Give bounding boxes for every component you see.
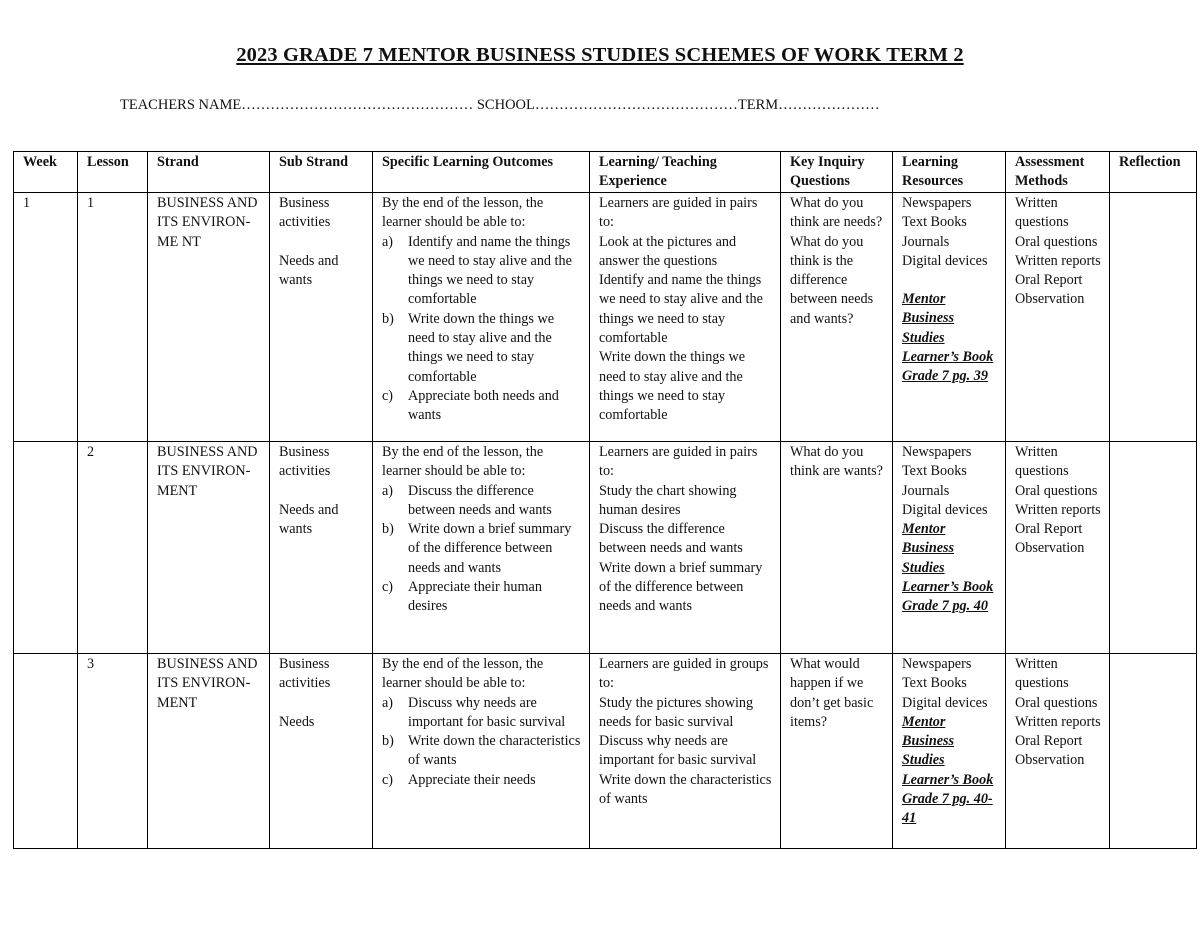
cell-experience <box>590 193 781 442</box>
resource-line: Text Books <box>902 463 967 480</box>
cell-resources <box>893 442 1006 654</box>
outcome-marker: c) <box>382 387 394 404</box>
cell-resources <box>893 193 1006 442</box>
cell-week <box>14 442 78 654</box>
experience-line: Look at the pictures and answer the questions <box>599 233 737 269</box>
question-line: What do you think are needs? <box>790 195 883 231</box>
assessment-line: Written questions <box>1015 444 1069 480</box>
outcome-marker: a) <box>382 233 394 250</box>
experience-line: Learners are guided in groups to: <box>599 656 769 692</box>
teacher-school-term-line: TEACHERS NAME………………………………………… SCHOOL……………………………………TERM………………… <box>120 97 880 113</box>
list-item <box>382 771 583 790</box>
resource-line: Text Books <box>902 214 967 231</box>
header-resources: Learning Resources <box>893 152 1006 193</box>
header-assessment: Assessment Methods <box>1006 152 1110 193</box>
experience-line: Study the chart showing human desires <box>599 482 737 518</box>
experience-line: Study the pictures showing needs for basic survival <box>599 694 754 730</box>
cell-assessment <box>1006 442 1110 654</box>
list-item <box>382 482 583 521</box>
outcomes-intro: By the end of the lesson, the learner should be able to: <box>382 656 544 692</box>
resource-line: Digital devices <box>902 501 988 518</box>
header-sub-strand: Sub Strand <box>270 152 373 193</box>
outcome-marker: b) <box>382 521 394 538</box>
cell-experience <box>590 442 781 654</box>
assessment-line: Observation <box>1015 291 1085 308</box>
cell-experience <box>590 654 781 849</box>
header-reflection: Reflection <box>1110 152 1197 193</box>
cell-resources <box>893 654 1006 849</box>
outcome-marker: c) <box>382 771 394 788</box>
header-outcomes: Specific Learning Outcomes <box>373 152 590 193</box>
resource-line: Digital devices <box>902 694 988 711</box>
cell-strand: BUSINESS AND ITS ENVIRON-MENT <box>148 654 270 849</box>
resource-line: Text Books <box>902 675 967 692</box>
outcome-text: Appreciate their human desires <box>408 579 542 615</box>
outcome-text: Write down the characteristics of wants <box>408 733 581 769</box>
schemes-of-work-table <box>13 151 1197 849</box>
resource-line: Journals <box>902 233 950 250</box>
outcome-text: Write down the things we need to stay alive and the things we need to stay comfortable <box>408 310 555 385</box>
table-row <box>14 193 1197 442</box>
cell-strand: BUSINESS AND ITS ENVIRON-MENT <box>148 442 270 654</box>
outcome-text: Appreciate their needs <box>408 771 536 788</box>
outcome-marker: a) <box>382 482 394 499</box>
assessment-line: Written reports <box>1015 713 1101 730</box>
cell-outcomes <box>373 193 590 442</box>
cell-assessment <box>1006 654 1110 849</box>
cell-lesson: 1 <box>78 193 148 442</box>
list-item <box>382 694 583 733</box>
cell-strand: BUSINESS AND ITS ENVIRON-ME NT <box>148 193 270 442</box>
document-title: 2023 GRADE 7 MENTOR BUSINESS STUDIES SCHEMES OF WORK TERM 2 <box>236 44 964 66</box>
assessment-line: Written reports <box>1015 252 1101 269</box>
outcome-text: Appreciate both needs and wants <box>408 387 559 424</box>
list-item <box>382 310 583 387</box>
resource-line: Newspapers <box>902 195 972 211</box>
assessment-line: Written reports <box>1015 501 1101 518</box>
outcome-marker: a) <box>382 694 394 711</box>
sub-strand-secondary: Needs <box>279 713 315 730</box>
outcome-text: Discuss why needs are important for basic survival <box>408 694 566 730</box>
assessment-line: Oral questions <box>1015 482 1098 499</box>
header-experience: Learning/ Teaching Experience <box>590 152 781 193</box>
outcome-text: Identify and name the things we need to stay alive and the things we need to stay comfortable <box>408 233 572 308</box>
question-line: What would happen if we don’t get basic items? <box>790 656 874 730</box>
assessment-line: Written questions <box>1015 656 1069 692</box>
cell-sub-strand <box>270 442 373 654</box>
resource-line: Digital devices <box>902 252 988 269</box>
experience-line: Discuss the difference between needs and wants <box>599 521 743 557</box>
header-week: Week <box>14 152 78 193</box>
cell-questions <box>781 654 893 849</box>
assessment-line: Oral questions <box>1015 694 1098 711</box>
cell-sub-strand <box>270 193 373 442</box>
table-row <box>14 442 1197 654</box>
experience-line: Write down a brief summary of the difference between needs and wants <box>599 559 763 615</box>
table-row <box>14 654 1197 849</box>
outcomes-intro: By the end of the lesson, the learner should be able to: <box>382 195 544 231</box>
cell-assessment <box>1006 193 1110 442</box>
resource-line: Journals <box>902 482 950 499</box>
assessment-line: Oral Report <box>1015 272 1083 289</box>
list-item <box>382 387 583 426</box>
outcome-text: Discuss the difference between needs and wants <box>408 482 552 518</box>
cell-lesson: 2 <box>78 442 148 654</box>
header-questions: Key Inquiry Questions <box>781 152 893 193</box>
experience-line: Identify and name the things we need to stay alive and the things we need to stay comfortable <box>599 272 763 347</box>
table-header-row <box>14 152 1197 193</box>
learners-book-reference: Mentor Business Studies Learner’s Book Grade 7 pg. 40 <box>902 521 994 615</box>
outcome-marker: b) <box>382 733 394 750</box>
learners-book-reference: Mentor Business Studies Learner’s Book Grade 7 pg. 40-41 <box>902 713 994 827</box>
header-lesson: Lesson <box>78 152 148 193</box>
resource-line: Newspapers <box>902 444 972 460</box>
cell-reflection <box>1110 654 1197 849</box>
assessment-line: Observation <box>1015 752 1085 769</box>
outcomes-intro: By the end of the lesson, the learner should be able to: <box>382 444 544 480</box>
assessment-line: Oral Report <box>1015 733 1083 750</box>
cell-lesson: 3 <box>78 654 148 849</box>
sub-strand-secondary: Needs and wants <box>279 501 339 537</box>
sub-strand-primary: Business activities <box>279 656 331 692</box>
cell-sub-strand <box>270 654 373 849</box>
outcomes-list <box>382 482 583 617</box>
experience-line: Write down the characteristics of wants <box>599 771 772 808</box>
assessment-line: Oral questions <box>1015 233 1098 250</box>
cell-questions <box>781 442 893 654</box>
outcomes-list <box>382 694 583 790</box>
assessment-line: Written questions <box>1015 195 1069 231</box>
outcome-marker: c) <box>382 579 394 596</box>
cell-outcomes <box>373 654 590 849</box>
learners-book-reference: Mentor Business Studies Learner’s Book Grade 7 pg. 39 <box>902 291 994 385</box>
header-strand: Strand <box>148 152 270 193</box>
cell-outcomes <box>373 442 590 654</box>
outcome-marker: b) <box>382 310 394 327</box>
outcome-text: Write down a brief summary of the difference between needs and wants <box>408 521 572 576</box>
assessment-line: Observation <box>1015 540 1085 557</box>
outcomes-list <box>382 233 583 426</box>
experience-line: Learners are guided in pairs to: <box>599 195 758 231</box>
experience-line: Write down the things we need to stay alive and the things we need to stay comfortable <box>599 349 746 424</box>
sub-strand-primary: Business activities <box>279 444 331 480</box>
experience-line: Learners are guided in pairs to: <box>599 444 758 480</box>
list-item <box>382 520 583 578</box>
sub-strand-secondary: Needs and wants <box>279 252 339 288</box>
cell-questions <box>781 193 893 442</box>
question-line: What do you think is the difference between needs and wants? <box>790 233 874 327</box>
cell-reflection <box>1110 193 1197 442</box>
sub-strand-primary: Business activities <box>279 195 331 231</box>
cell-reflection <box>1110 442 1197 654</box>
list-item <box>382 233 583 310</box>
list-item <box>382 732 583 771</box>
resource-line: Newspapers <box>902 656 972 672</box>
cell-week: 1 <box>14 193 78 442</box>
question-line: What do you think are wants? <box>790 444 883 480</box>
experience-line: Discuss why needs are important for basic survival <box>599 733 757 769</box>
list-item <box>382 578 583 617</box>
assessment-line: Oral Report <box>1015 521 1083 538</box>
cell-week <box>14 654 78 849</box>
